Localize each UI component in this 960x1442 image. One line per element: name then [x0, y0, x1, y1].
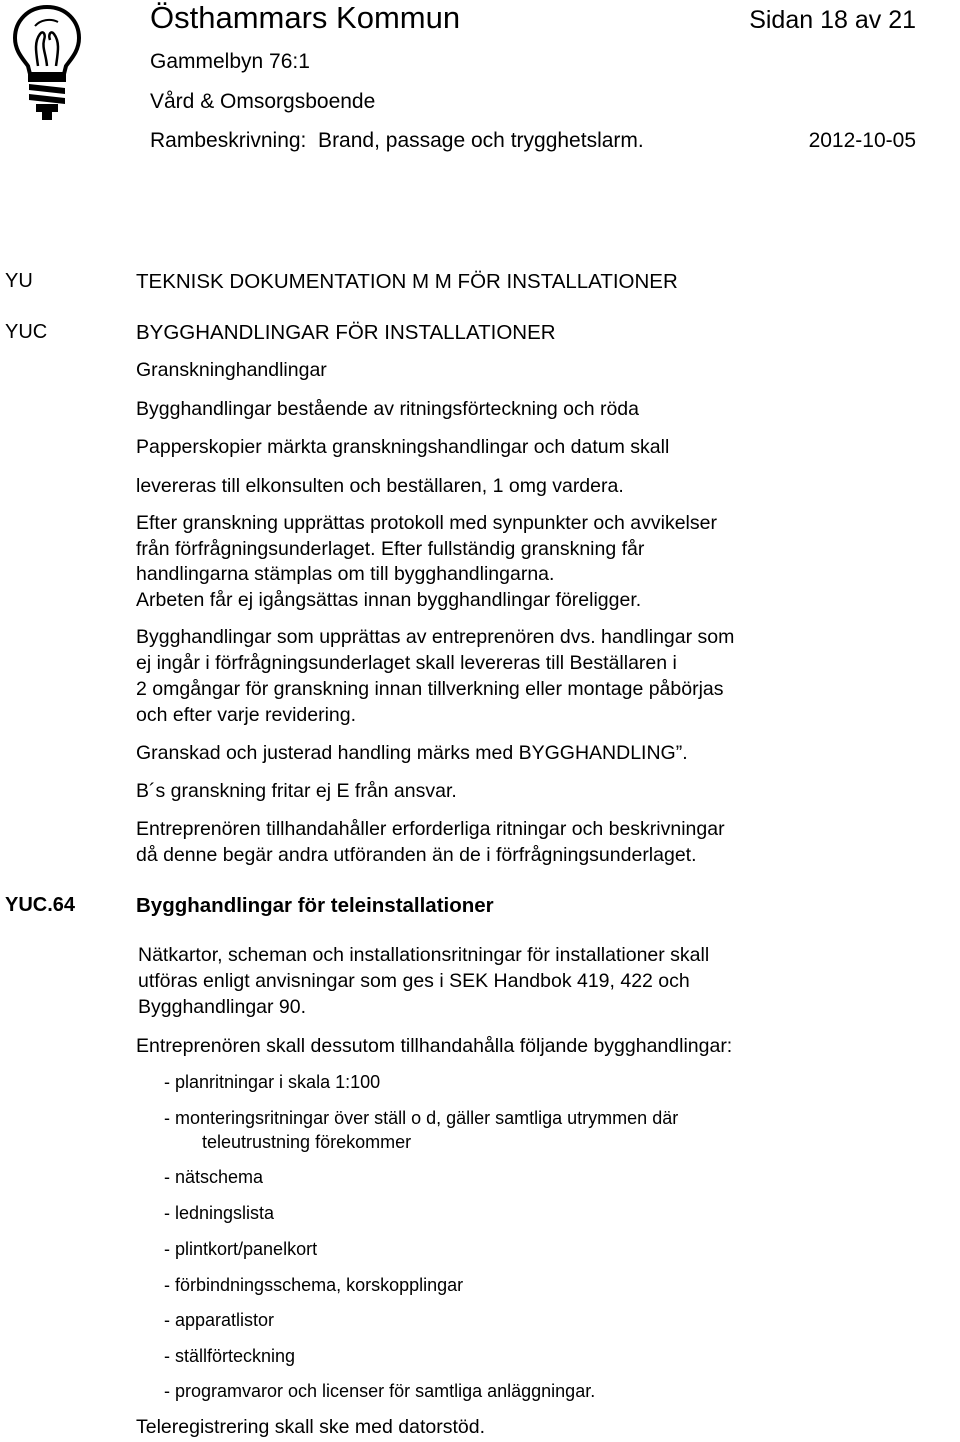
list-item: - förbindningsschema, korskopplingar — [164, 1275, 464, 1295]
list-item: - monteringsritningar över ställ o d, gäller samtliga utrymmen där — [164, 1108, 679, 1128]
page-number: Sidan 18 av 21 — [749, 6, 916, 34]
paragraph-line: Efter granskning upprättas protokoll med synpunkter och avvikelser — [136, 512, 717, 534]
property-name: Gammelbyn 76:1 — [150, 50, 310, 73]
list-item: - programvaror och licenser för samtliga anläggningar. — [164, 1381, 596, 1401]
paragraph-line: Bygghandlingar 90. — [138, 996, 307, 1018]
paragraph-line: Bygghandlingar bestående av ritningsförteckning och röda — [136, 398, 640, 420]
paragraph-line: Entreprenören tillhandahåller erforderliga ritningar och beskrivningar — [136, 818, 725, 840]
facility-name: Vård & Omsorgsboende — [150, 90, 376, 113]
paragraph-line: Granskad och justerad handling märks med BYGGHANDLING”. — [136, 742, 688, 764]
organization-name: Östhammars Kommun — [150, 0, 461, 35]
paragraph-line: Bygghandlingar som upprättas av entreprenören dvs. handlingar som — [136, 626, 735, 648]
paragraph-line: Entreprenören skall dessutom tillhandahålla följande bygghandlingar: — [136, 1035, 733, 1057]
section-title-yuc64: Bygghandlingar för teleinstallationer — [136, 894, 494, 917]
document-description: Rambeskrivning: Brand, passage och trygghetslarm. — [150, 129, 644, 152]
paragraph-line: B´s granskning fritar ej E från ansvar. — [136, 780, 457, 802]
paragraph-line: då denne begär andra utföranden än de i förfrågningsunderlaget. — [136, 844, 697, 866]
paragraph-line: Papperskopier märkta granskningshandlingar och datum skall — [136, 436, 670, 458]
list-item: - ledningslista — [164, 1203, 275, 1223]
list-item: - apparatlistor — [164, 1310, 275, 1330]
list-item: - plintkort/panelkort — [164, 1239, 318, 1259]
paragraph-line: 2 omgångar för granskning innan tillverkning eller montage påbörjas — [136, 678, 724, 700]
paragraph-line: utföras enligt anvisningar som ges i SEK Handbok 419, 422 och — [138, 970, 690, 992]
paragraph-line: och efter varje revidering. — [136, 704, 357, 726]
subheading: Granskninghandlingar — [136, 359, 327, 381]
document-date: 2012-10-05 — [808, 129, 916, 152]
code-yu: YU — [5, 270, 33, 292]
section-title-yuc: BYGGHANDLINGAR FÖR INSTALLATIONER — [136, 321, 556, 344]
paragraph-line: ej ingår i förfrågningsunderlaget skall levereras till Beställaren i — [136, 652, 677, 674]
paragraph-line: Nätkartor, scheman och installationsritningar för installationer skall — [138, 944, 710, 966]
list-item: - nätschema — [164, 1167, 264, 1187]
code-yuc: YUC — [5, 321, 48, 343]
paragraph-line: levereras till elkonsulten och beställaren, 1 omg vardera. — [136, 475, 624, 497]
section-title-yu: TEKNISK DOKUMENTATION M M FÖR INSTALLATIONER — [136, 270, 678, 293]
code-yuc64: YUC.64 — [5, 894, 76, 916]
list-item-continuation: teleutrustning förekommer — [202, 1132, 412, 1152]
list-item: - planritningar i skala 1:100 — [164, 1072, 381, 1092]
light-bulb-logo-icon — [10, 4, 84, 122]
paragraph-line: handlingarna stämplas om till bygghandlingarna. — [136, 563, 555, 585]
final-line: Teleregistrering skall ske med datorstöd. — [136, 1416, 485, 1438]
list-item: - ställförteckning — [164, 1346, 296, 1366]
paragraph-line: från förfrågningsunderlaget. Efter fullständig granskning får — [136, 538, 645, 560]
paragraph-line: Arbeten får ej igångsättas innan bygghandlingar föreligger. — [136, 589, 642, 611]
